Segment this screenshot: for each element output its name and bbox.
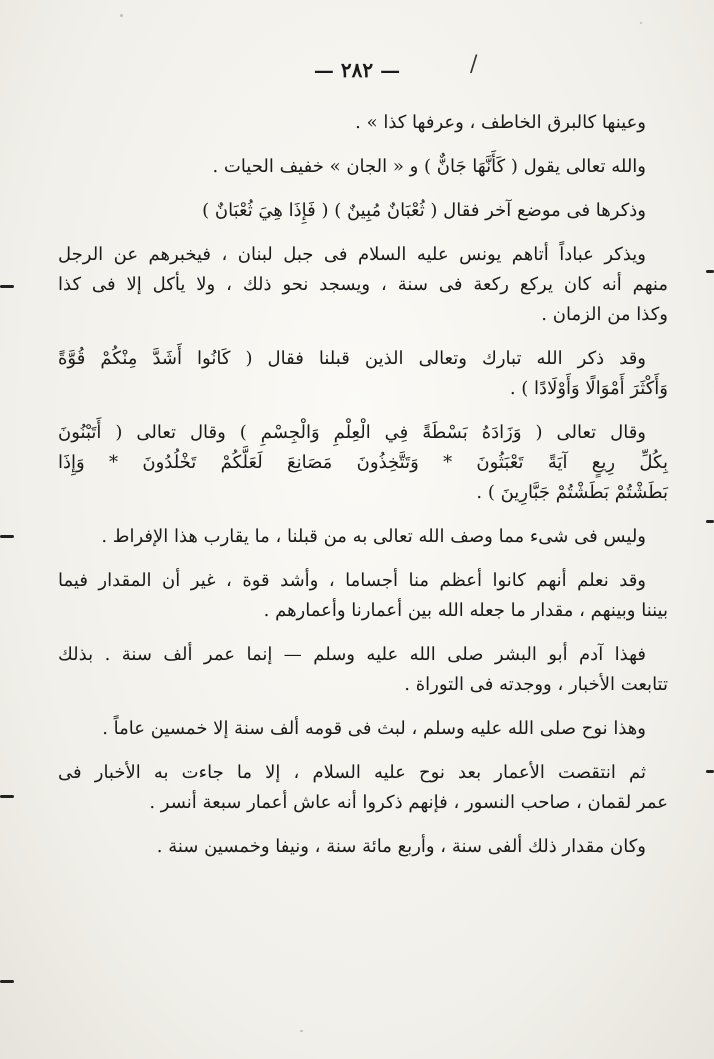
- paragraph: [58, 152, 668, 182]
- margin-mark: [706, 770, 714, 773]
- text-line: وكذا من الزمان .: [541, 304, 668, 325]
- text-line: وقال تعالى ( وَزَادَهُ بَسْطَةً فِي الْعِلْمِ وَالْجِسْمِ ) وقال تعالى ( أَتَبْنُونَ: [58, 422, 646, 443]
- text-line: وعينها كالبرق الخاطف ، وعرفها كذا » .: [355, 112, 646, 133]
- text-line: فهذا آدم أبو البشر صلى الله عليه وسلم — إنما عمر ألف سنة . بذلك: [58, 644, 646, 665]
- text-line: عمر لقمان ، صاحب النسور ، فإنهم ذكروا أنه عاش أعمار سبعة أنسر .: [149, 792, 668, 813]
- text-line: وكان مقدار ذلك ألفى سنة ، وأربع مائة سنة ، ونيفا وخمسين سنة .: [156, 836, 646, 857]
- text-line: وقد نعلم أنهم كانوا أعظم منا أجساما ، وأشد قوة ، غير أن المقدار فيما: [58, 570, 646, 591]
- paragraph: [58, 522, 668, 552]
- pen-mark: /: [470, 52, 478, 77]
- paragraph: [58, 758, 668, 818]
- text-line: تتابعت الأخبار ، ووجدته فى التوراة .: [404, 674, 668, 695]
- paragraph: [58, 640, 668, 700]
- margin-mark: [0, 285, 14, 288]
- text-line: بِكُلِّ رِيعٍ آيَةً تَعْبَثُونَ * وَتَتَّخِذُونَ مَصَانِعَ لَعَلَّكُمْ تَخْلُدُونَ * وَإِذَا: [58, 452, 668, 473]
- margin-mark: [0, 795, 14, 798]
- paragraph: [58, 108, 668, 138]
- page-number: — ٢٨٢ —: [313, 58, 401, 82]
- text-line: وقد ذكر الله تبارك وتعالى الذين قبلنا فقال ( كَانُوا أَشَدَّ مِنْكُمْ قُوَّةً: [58, 348, 646, 369]
- scan-speck: [640, 22, 642, 24]
- margin-mark: [0, 980, 14, 983]
- text-line: وذكرها فى موضع آخر فقال ( ثُعْبَانٌ مُبِينٌ ) ( فَإِذَا هِيَ ثُعْبَانٌ ): [202, 200, 646, 221]
- text-line: والله تعالى يقول ( كَأَنَّهَا جَانٌّ ) و « الجان » خفيف الحيات .: [212, 156, 646, 177]
- text-line: وليس فى شىء مما وصف الله تعالى به من قبلنا ، ما يقارب هذا الإفراط .: [101, 526, 646, 547]
- paragraph: [58, 714, 668, 744]
- text-line: منهم أنه كان يركع ركعة فى سنة ، ويسجد نحو ذلك ، ولا يأكل إلا فى كذا: [58, 274, 668, 295]
- text-line: بيننا وبينهم ، مقدار ما جعله الله بين أعمارنا وأعمارهم .: [263, 600, 668, 621]
- paragraph: [58, 344, 668, 404]
- text-line: ويذكر عباداً أتاهم يونس عليه السلام فى جبل لبنان ، فيخبرهم عن الرجل: [58, 244, 646, 265]
- paragraph: [58, 832, 668, 862]
- paragraph: [58, 240, 668, 330]
- text-line: ثم انتقصت الأعمار بعد نوح عليه السلام ، إلا ما جاءت به الأخبار فى: [58, 762, 646, 783]
- text-line: بَطَشْتُمْ بَطَشْتُمْ جَبَّارِينَ ) .: [476, 482, 668, 503]
- margin-mark: [706, 520, 714, 523]
- body-text: [58, 108, 668, 876]
- paragraph: [58, 196, 668, 226]
- margin-mark: [0, 535, 14, 538]
- scan-speck: [300, 1030, 303, 1032]
- paragraph: [58, 418, 668, 508]
- text-line: وَأَكْثَرَ أَمْوَالًا وَأَوْلَادًا ) .: [509, 378, 668, 399]
- paragraph: [58, 566, 668, 626]
- scan-speck: [120, 14, 123, 17]
- margin-mark: [706, 270, 714, 273]
- text-line: وهذا نوح صلى الله عليه وسلم ، لبث فى قومه ألف سنة إلا خمسين عاماً .: [102, 718, 646, 739]
